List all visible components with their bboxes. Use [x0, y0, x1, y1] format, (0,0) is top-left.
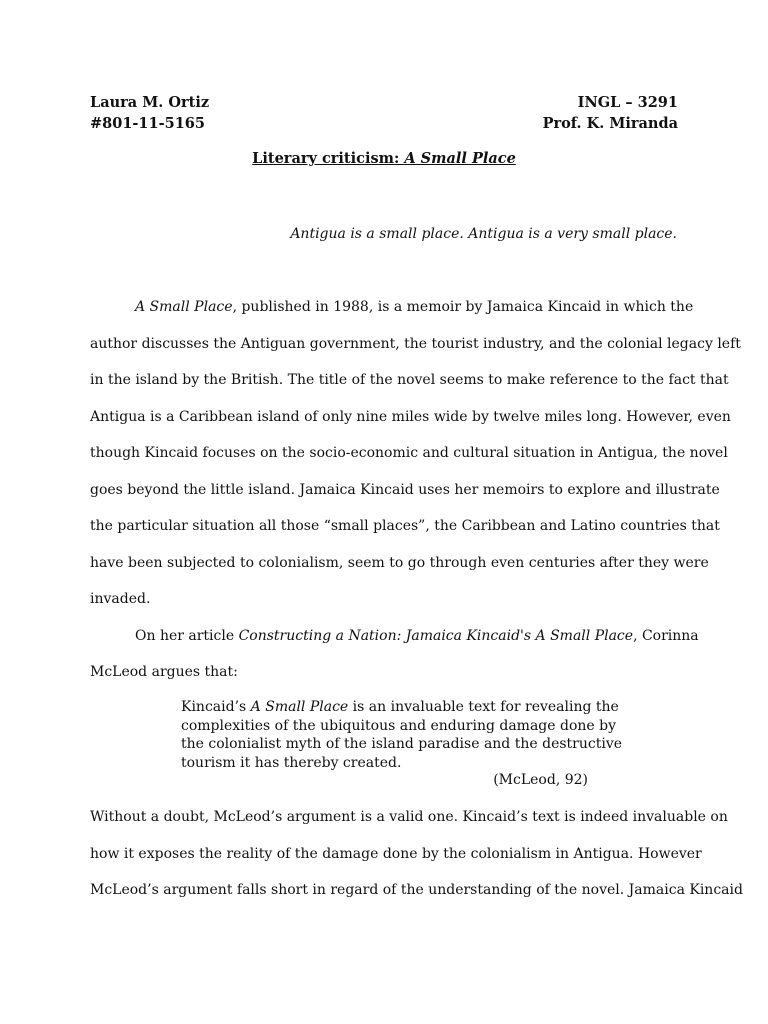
blockquote-line: complexities of the ubiquitous and enduring damage done by [181, 718, 617, 734]
course-info [543, 92, 678, 134]
paragraph-line: McLeod’s argument falls short in regard of the understanding of the novel. Jamaica Kincaid [90, 882, 743, 898]
paragraph-line: though Kincaid focuses on the socio-economic and cultural situation in Antigua, the novel [90, 445, 728, 461]
epigraph: Antigua is a small place. Antigua is a very small place. [290, 226, 677, 242]
paragraph-line [135, 297, 694, 317]
student-name: Laura M. Ortiz [90, 94, 210, 111]
student-id: #801-11-5165 [90, 115, 205, 132]
page-title [0, 150, 768, 167]
course-code: INGL – 3291 [577, 94, 678, 111]
book-title-italic: A Small Place [250, 699, 349, 715]
quote-text: is an invaluable text for revealing the [348, 699, 619, 715]
paragraph-text: On her article [135, 628, 239, 644]
book-title-italic: A Small Place [135, 299, 233, 315]
paragraph-line: in the island by the British. The title of the novel seems to make reference to the fact that [90, 372, 729, 388]
title-italic: A Small Place [404, 150, 516, 167]
title-prefix: Literary criticism: [252, 150, 405, 167]
paragraph-line: how it exposes the reality of the damage done by the colonialism in Antigua. However [90, 846, 702, 862]
blockquote-line: the colonialist myth of the island paradise and the destructive [181, 736, 623, 752]
quote-text: Kincaid’s [181, 699, 251, 715]
paragraph-line [135, 626, 699, 646]
article-title-italic: Constructing a Nation: Jamaica Kincaid's A Small Place [238, 628, 634, 644]
paragraph-line: author discusses the Antiguan government, the tourist industry, and the colonial legacy left [90, 336, 741, 352]
paragraph-line: Without a doubt, McLeod’s argument is a valid one. Kincaid’s text is indeed invaluable on [90, 809, 728, 825]
paragraph-text: , published in 1988, is a memoir by Jamaica Kincaid in which the [232, 299, 694, 315]
paragraph-line: invaded. [90, 591, 151, 607]
paragraph-line: have been subjected to colonialism, seem to go through even centuries after they were [90, 555, 709, 571]
student-info [90, 92, 209, 134]
blockquote-line: tourism it has thereby created. [181, 755, 402, 771]
blockquote-line [181, 698, 619, 717]
blockquote-citation: (McLeod, 92) [493, 772, 588, 788]
professor-name: Prof. K. Miranda [542, 115, 678, 132]
paragraph-line: goes beyond the little island. Jamaica Kincaid uses her memoirs to explore and illustrate [90, 482, 720, 498]
paragraph-line: the particular situation all those “small places”, the Caribbean and Latino countries that [90, 518, 720, 534]
paragraph-line: McLeod argues that: [90, 664, 238, 680]
paragraph-line: Antigua is a Caribbean island of only nine miles wide by twelve miles long. However, even [90, 409, 731, 425]
paragraph-text: , Corinna [633, 628, 699, 644]
